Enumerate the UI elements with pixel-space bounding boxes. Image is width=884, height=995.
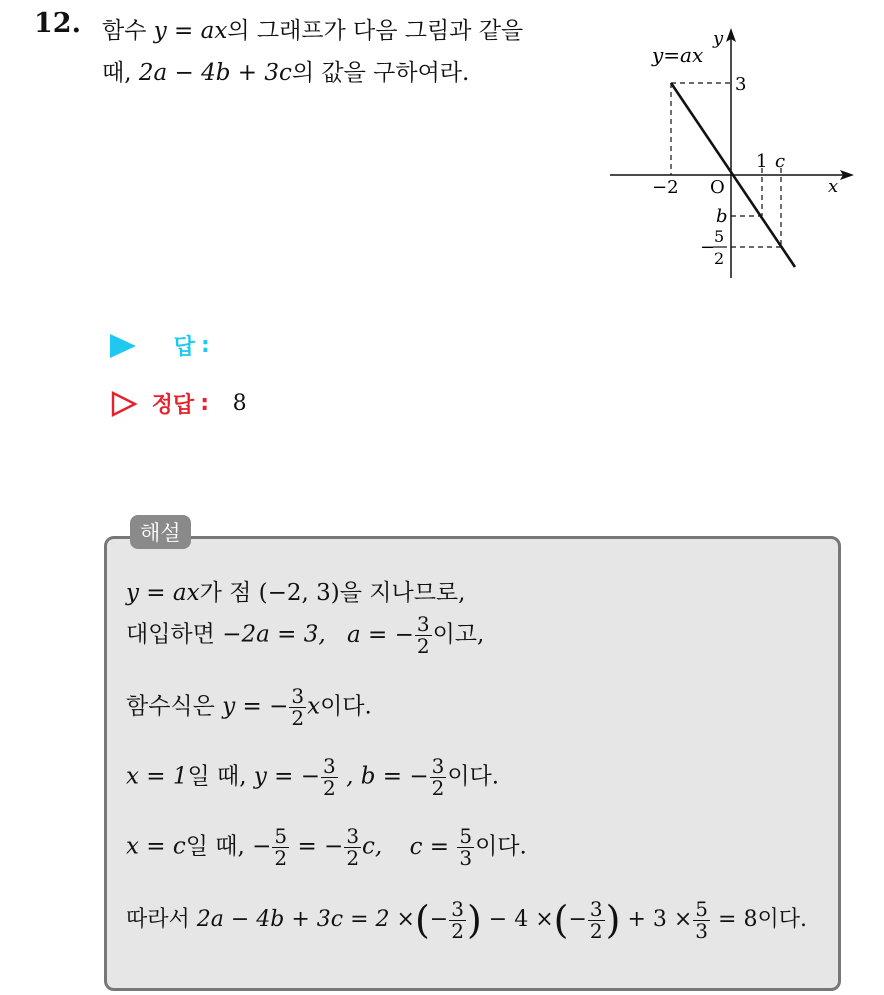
fraction-numerator: 5 xyxy=(459,824,473,848)
tick-label-3: 3 xyxy=(735,74,747,95)
fraction-denominator: 2 xyxy=(291,706,305,730)
expl-math: = − xyxy=(290,833,344,860)
expl-math: − xyxy=(252,833,272,860)
expl-text: 가 점 xyxy=(199,580,259,606)
tick-label-5: 5 xyxy=(714,227,725,246)
expl-text: 이다. xyxy=(475,833,527,860)
explanation-line-3 xyxy=(126,686,372,729)
fraction-denominator: 2 xyxy=(431,776,445,800)
answer-row xyxy=(110,330,210,361)
question-line-2 xyxy=(102,54,469,87)
expl-math: = 8 xyxy=(711,907,758,932)
question-math: 2a − 4b + 3c xyxy=(138,60,292,86)
expl-text: 이다. xyxy=(320,693,372,720)
expl-text: 따라서 xyxy=(126,907,197,932)
outline-triangle-icon xyxy=(110,391,138,417)
y-axis-label: y xyxy=(713,28,724,49)
tick-label-b: b xyxy=(716,206,728,227)
answer-colon: : xyxy=(200,333,210,358)
fraction xyxy=(588,896,605,943)
explanation-line-6 xyxy=(126,898,807,942)
fraction-denominator: 2 xyxy=(451,918,464,943)
linear-function-graph xyxy=(600,20,870,285)
fraction-numerator: 5 xyxy=(274,824,288,848)
play-triangle-icon xyxy=(110,334,136,358)
expl-math: x = c xyxy=(126,833,186,860)
tick-label-2: 2 xyxy=(714,249,725,268)
fraction-numerator: 3 xyxy=(416,612,430,636)
answer-label: 답 xyxy=(173,335,195,360)
correct-answer-row xyxy=(110,388,247,419)
explanation-line-5 xyxy=(126,826,527,869)
tick-label-neg2: −2 xyxy=(652,177,679,198)
fraction-denominator: 2 xyxy=(346,846,360,870)
expl-math: y = − xyxy=(253,763,321,790)
fraction xyxy=(272,826,289,869)
explanation-line-1 xyxy=(126,574,465,607)
expl-math: x xyxy=(307,693,321,720)
fraction-numerator: 3 xyxy=(589,896,603,921)
fraction-numerator: 5 xyxy=(695,896,709,921)
expl-math: − 4 × xyxy=(481,907,554,932)
question-line-1 xyxy=(102,12,523,45)
explanation-tab: 해설 xyxy=(130,515,191,549)
function-label: y=ax xyxy=(652,43,704,67)
expl-math: c = xyxy=(409,833,457,860)
expl-math: 2a − 4b + 3c = 2 × xyxy=(196,907,415,932)
expl-math: − xyxy=(568,907,587,932)
expl-text: 이다. xyxy=(757,907,807,932)
expl-math: x = 1 xyxy=(126,763,188,790)
expl-math: a = − xyxy=(346,621,414,648)
expl-text: 이고, xyxy=(432,621,485,648)
correct-answer-colon: : xyxy=(200,391,209,416)
right-paren: ) xyxy=(605,898,621,942)
fraction-denominator: 3 xyxy=(459,846,473,870)
tick-label-1: 1 xyxy=(756,151,768,172)
expl-math: + 3 × xyxy=(620,907,693,932)
question-text: 함수 xyxy=(102,18,154,44)
question-text: 의 그래프가 다음 그림과 같을 xyxy=(227,18,524,44)
question-text: 의 값을 구하여라. xyxy=(291,60,470,86)
explanation-line-4 xyxy=(126,756,499,799)
x-axis-label: x xyxy=(828,176,839,197)
fraction-numerator: 3 xyxy=(451,896,464,921)
fraction-numerator: 3 xyxy=(291,684,305,708)
fraction-denominator: 2 xyxy=(416,634,430,658)
fraction-denominator: 2 xyxy=(274,846,288,870)
origin-label: O xyxy=(710,177,725,198)
fraction-denominator: 3 xyxy=(695,918,709,943)
question-text: 때, xyxy=(102,60,139,86)
expl-math: y = − xyxy=(222,693,289,720)
expl-math: c, xyxy=(362,833,383,860)
fraction xyxy=(457,826,474,869)
expl-math: (−2, 3) xyxy=(258,580,340,606)
expl-math: −2a = 3, xyxy=(222,621,326,648)
left-paren: ( xyxy=(553,898,569,942)
expl-text: 이다. xyxy=(447,763,500,790)
fraction xyxy=(693,896,710,943)
question-math: y = ax xyxy=(153,18,228,44)
fraction xyxy=(321,756,338,799)
correct-answer-label: 정답 xyxy=(151,393,195,418)
fraction-numerator: 3 xyxy=(346,824,360,848)
fraction xyxy=(449,896,466,943)
expl-math: y = ax xyxy=(126,580,200,606)
right-paren: ) xyxy=(466,898,482,942)
expl-text: 함수식은 xyxy=(126,693,223,720)
expl-text: 대입하면 xyxy=(126,621,223,648)
expl-math: , b = − xyxy=(338,763,429,790)
fraction xyxy=(415,614,432,657)
correct-answer-value: 8 xyxy=(232,391,247,416)
fraction-denominator: 2 xyxy=(323,776,336,800)
fraction-denominator: 2 xyxy=(589,918,603,943)
tick-label-minus: − xyxy=(700,237,716,258)
fraction-numerator: 3 xyxy=(323,754,336,778)
fraction xyxy=(344,826,361,869)
fraction xyxy=(430,756,447,799)
tick-label-c: c xyxy=(775,151,786,172)
expl-text: 일 때, xyxy=(185,833,253,860)
question-number: 12. xyxy=(34,8,81,39)
fraction-numerator: 3 xyxy=(431,754,445,778)
explanation-line-2 xyxy=(126,614,484,657)
expl-math: − xyxy=(429,907,449,932)
fraction xyxy=(289,686,306,729)
expl-text: 을 지나므로, xyxy=(339,580,466,606)
expl-text: 일 때, xyxy=(187,763,254,790)
left-paren: ( xyxy=(414,898,430,942)
